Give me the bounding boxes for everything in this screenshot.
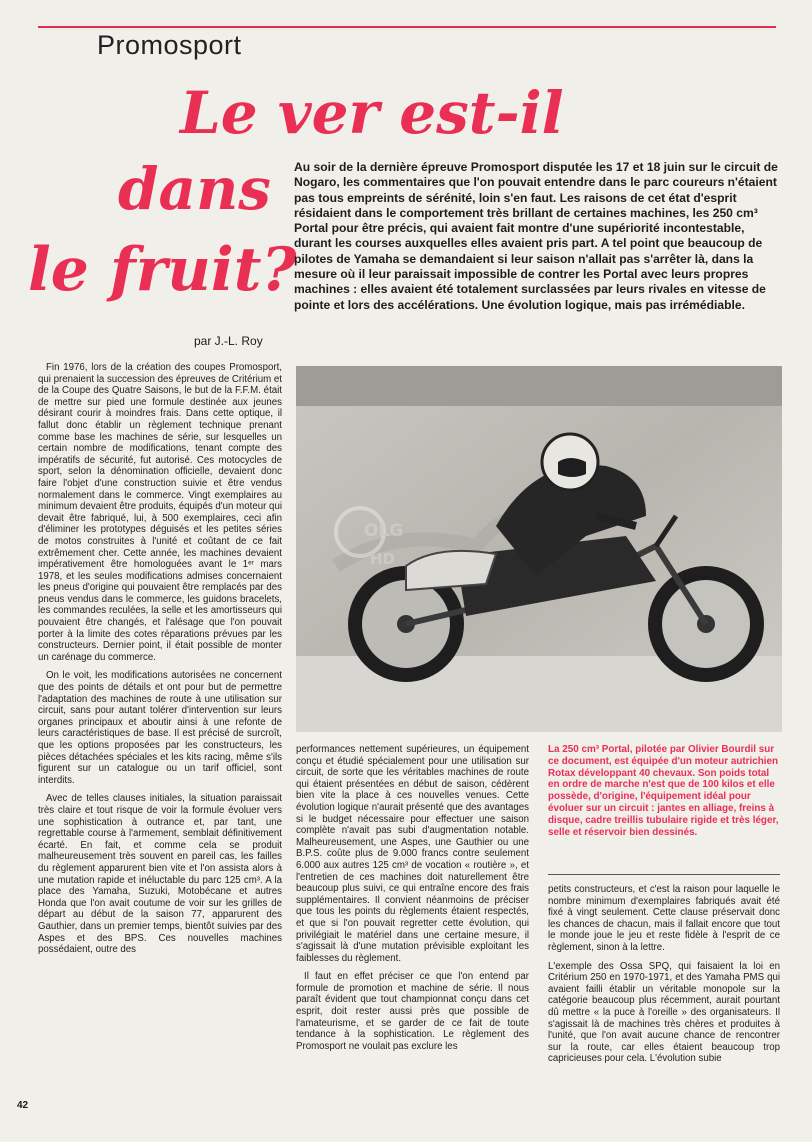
article-column-3	[548, 884, 780, 1072]
watermark-logo	[330, 498, 404, 570]
byline: par J.-L. Roy	[194, 334, 263, 348]
intro-paragraph: Au soir de la dernière épreuve Promosport disputée les 17 et 18 juin sur le circuit de Nogaro, les commentaires que l'on pouvait entendre dans le parc coureurs n'étaient pas tous empreints de sérénité, loin s'en faut. Les raisons de cet état d'esprit résidaient dans le comportement très brillant de certaines machines, les 250 cm³ Portal pour être précis, qui avaient fait montre d'une supériorité incontestable, durant les courses auxquelles elles avaient pris part. A tel point que beaucoup de pilotes de Yamaha se demandaient si leur saison n'allait pas s'arrêter là, dans la mesure où il leur paraissait impossible de contrer les Portal avec leurs propres machines : elles avaient été totalement surclassées par leurs rivales en vitesse de pointe et lors des accélérations. Une évolution logique, mais pas irrémédiable.	[294, 160, 778, 312]
caption-rule	[548, 874, 780, 875]
paragraph: Fin 1976, lors de la création des coupes Promosport, qui prenaient la succession des épreuves de Critérium et de la Coupe des Quatre Saisons, le but de la F.F.M. était de mettre sur pied une formule destinée aux jeunes désirant courir à moindres frais. Dans cette optique, il fallut donc établir un règlement technique prenant comme base les machines de série, sur lesquelles un certain nombre de modifications, tenant compte des impératifs de sécurité, fut autorisé. Ces motocycles de sport, selon la dénomination officielle, devaient donc faire l'objet d'une construction suivie et être vendus normalement dans le commerce. Vingt exemplaires au minimum devaient être produits, équipés d'un moteur qui devait être fabriqué, lui, à 500 exemplaires, ceci afin d'éliminer les prototypes déguisés et les petites séries de motos construites à l'unité et coûtant de ce fait extrêmement cher. Cette année, les machines devaient impérativement être homologuées avant le 1ᵉʳ mars 1978, et les seules modifications admises concernaient les pneus d'origine qui pouvaient être remplacés par des pneus vendus dans le commerce, les guidons bracelets, les commandes reculées, la selle et les amortisseurs qui pouvaient être changés, et l'alésage que l'on pouvait porter à la limite des cotes réparations prévues par les constructeurs. Dernier point, il était possible de monter un carénage du commerce.	[38, 362, 282, 663]
watermark-text-2: HD	[370, 550, 396, 568]
article-column-1	[38, 362, 282, 963]
paragraph: Il faut en effet préciser ce que l'on entend par formule de promotion et machine de série. Il nous paraît évident que tout championnat conçu dans cet esprit, doit rester aussi près que possible de l'amateurisme, et se garder de ce fait de toute tendance à la sophistication. Le règlement des Promosport ne voulait pas exclure les	[296, 971, 529, 1052]
paragraph: performances nettement supérieures, un équipement conçu et étudié spécialement pour une utilisation sur circuit, de sorte que les véritables machines de route qui étaient présentées en début de saison, cédèrent bien vite la place à ces nouvelles venues. Cette évolution logique n'aurait présenté que des avantages si le budget nécessaire pour effectuer une saison complète n'avait pas subi d'augmentation notable. Malheureusement, une Aspes, une Gauthier ou une B.P.S. coûte plus de 9.000 francs contre seulement 6.000 aux autres 125 cm³ de vocation « routière », et l'entretien de ces machines doit naturellement être beaucoup plus suivi, ce qui entraîne encore des frais supplémentaires. Il convient néanmoins de préciser que tous les points du règlements étaient respectés, et que si l'on pouvait regretter cette évolution, qui privilégiait le matériel dans une certaine mesure, il s'agissait là d'une mutation prévisible exploitant les faiblesses du règlement.	[296, 744, 529, 964]
page-number: 42	[17, 1100, 29, 1111]
top-rule	[38, 26, 776, 28]
paragraph: L'exemple des Ossa SPQ, qui faisaient la loi en Critérium 250 en 1970-1971, et des Yamaha PMS qui avaient failli établir un véritable monopole sur la catégorie beaucoup plus récemment, aurait pourtant dû mettre « la puce à l'oreille » des organisateurs. Il s'agissait là de machines très chères et produites à l'unité, que l'on avait aucune chance de rencontrer sur la route, car elles étaient beaucoup trop capricieuses pour cela. L'évolution subie	[548, 960, 780, 1065]
paragraph: Avec de telles clauses initiales, la situation paraissait très claire et tout risque de voir la formule évoluer vers une sophistication à outrance et, par tant, une regrettable course à l'armement, semblait définitivement écarté. En fait, et comme cela se produit malheureusement très souvent en pareil cas, les failles du règlement apparurent bien vite et l'on assista alors à une mutation rapide et inéluctable du parc 125 cm³. A la place des Yamaha, Suzuki, Motobécane et autres Honda que l'on avait coutume de voir sur les grilles de départ au début de la saison 77, apparurent des Gauthier, dans un premier temps, bientôt suivies par des Aspes et des BPS. Ces nouvelles machines possédaient, outre des	[38, 793, 282, 956]
section-title: Promosport	[97, 30, 242, 60]
paragraph: On le voit, les modifications autorisées ne concernent que des points de détails et ont pour but de permettre l'adaptation des machines de route à une utilisation sur circuit, sans pour autant tolérer d'intervention sur leurs organes principaux et aboutir ainsi à une refonte de leurs caractéristiques de base. Il est précisé de surcroît, que les options proposées par les constructeurs, les pièces détachées spéciales et les kits racing, même s'ils figurent sur un catalogue ou un tarif officiel, sont interdits.	[38, 670, 282, 786]
photo-caption: La 250 cm³ Portal, pilotée par Olivier Bourdil sur ce document, est équipée d'un moteur autrichien Rotax développant 40 chevaux. Son poids total en ordre de marche n'est que de 100 kilos et elle possède, d'origine, l'équipement idéal pour évoluer sur un circuit : jantes en alliage, freins à disque, cadre treillis tubulaire rigide et très léger, selle et réservoir bien dessinés.	[548, 744, 779, 838]
article-column-2	[296, 744, 529, 1059]
watermark-text-1: OLG	[364, 521, 404, 541]
headline-line-1: Le ver est-il	[180, 79, 564, 147]
headline-line-3: le fruit?	[28, 235, 297, 305]
headline-line-2: dans	[118, 155, 271, 223]
paragraph: petits constructeurs, et c'est la raison pour laquelle le nombre minimum d'exemplaires fabriqués avait été fixé à vingt seulement. Cette clause préservait donc les chances de chacun, mais il fallait encore que tout le monde joue le jeu et reste fidèle à l'esprit de ce règlement, sinon à la lettre.	[548, 884, 780, 953]
